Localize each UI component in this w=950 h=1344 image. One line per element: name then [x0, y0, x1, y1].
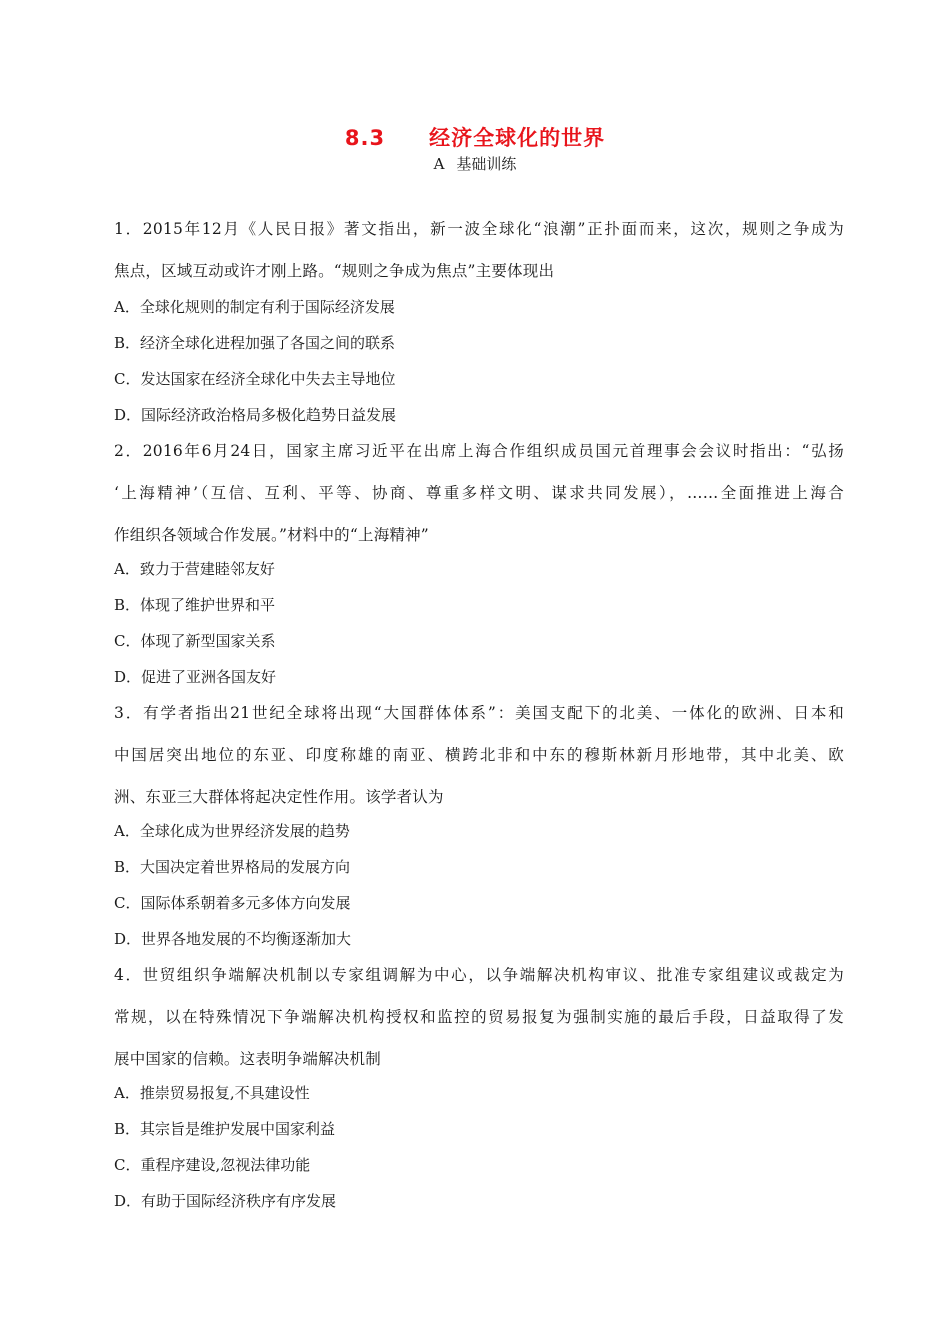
- question-1-line-1: 1．2015年12月《人民日报》著文指出，新一波全球化“浪潮”正扑面而来，这次，规则之争成为: [114, 220, 844, 238]
- question-2-option-d: D．促进了亚洲各国友好: [114, 668, 277, 686]
- page-subtitle: [0, 153, 950, 174]
- section-title: 经济全球化的世界: [429, 126, 606, 150]
- page-title: [0, 122, 950, 152]
- question-2-line-3: 作组织各领域合作发展。”材料中的“上海精神”: [114, 526, 429, 544]
- question-2-option-a: A．致力于营建睦邻友好: [114, 560, 275, 578]
- question-2-line-2: ‘上海精神’（互信、互利、平等、协商、尊重多样文明、谋求共同发展），……全面推进上海合: [114, 484, 844, 502]
- question-4-line-2: 常规，以在特殊情况下争端解决机构授权和监控的贸易报复为强制实施的最后手段，日益取得了发: [114, 1008, 844, 1026]
- question-3-line-2: 中国居突出地位的东亚、印度称雄的南亚、横跨北非和中东的穆斯林新月形地带，其中北美、欧: [114, 746, 844, 764]
- question-2-option-c: C．体现了新型国家关系: [114, 632, 276, 650]
- question-1-option-c: C．发达国家在经济全球化中失去主导地位: [114, 370, 396, 388]
- question-1-option-b: B．经济全球化进程加强了各国之间的联系: [114, 334, 396, 352]
- question-4-line-3: 展中国家的信赖。这表明争端解决机制: [114, 1050, 381, 1068]
- question-3-line-3: 洲、东亚三大群体将起决定性作用。该学者认为: [114, 788, 444, 806]
- question-4-option-b: B．其宗旨是维护发展中国家利益: [114, 1120, 336, 1138]
- question-4-option-c: C．重程序建设,忽视法律功能: [114, 1156, 311, 1174]
- question-1-option-d: D．国际经济政治格局多极化趋势日益发展: [114, 406, 397, 424]
- section-number: 8.3: [344, 126, 386, 150]
- subtitle-text: 基础训练: [456, 155, 517, 173]
- question-4-line-1: 4．世贸组织争端解决机制以专家组调解为中心，以争端解决机构审议、批准专家组建议或裁定为: [114, 966, 844, 984]
- question-3-option-c: C．国际体系朝着多元多体方向发展: [114, 894, 351, 912]
- question-4-option-a: A．推崇贸易报复,不具建设性: [114, 1084, 310, 1102]
- question-1-line-2: 焦点，区域互动或许才刚上路。“规则之争成为焦点”主要体现出: [114, 262, 555, 280]
- question-1-option-a: A．全球化规则的制定有利于国际经济发展: [114, 298, 395, 316]
- question-3-option-a: A．全球化成为世界经济发展的趋势: [114, 822, 350, 840]
- question-3-option-d: D．世界各地发展的不均衡逐渐加大: [114, 930, 352, 948]
- subtitle-letter: A: [433, 155, 445, 173]
- question-4-option-d: D．有助于国际经济秩序有序发展: [114, 1192, 337, 1210]
- question-3-line-1: 3．有学者指出21世纪全球将出现“大国群体体系”：美国支配下的北美、一体化的欧洲、日本和: [114, 704, 844, 722]
- question-3-option-b: B．大国决定着世界格局的发展方向: [114, 858, 351, 876]
- question-2-line-1: 2．2016年6月24日，国家主席习近平在出席上海合作组织成员国元首理事会会议时指出：“弘扬: [114, 442, 844, 460]
- question-2-option-b: B．体现了维护世界和平: [114, 596, 276, 614]
